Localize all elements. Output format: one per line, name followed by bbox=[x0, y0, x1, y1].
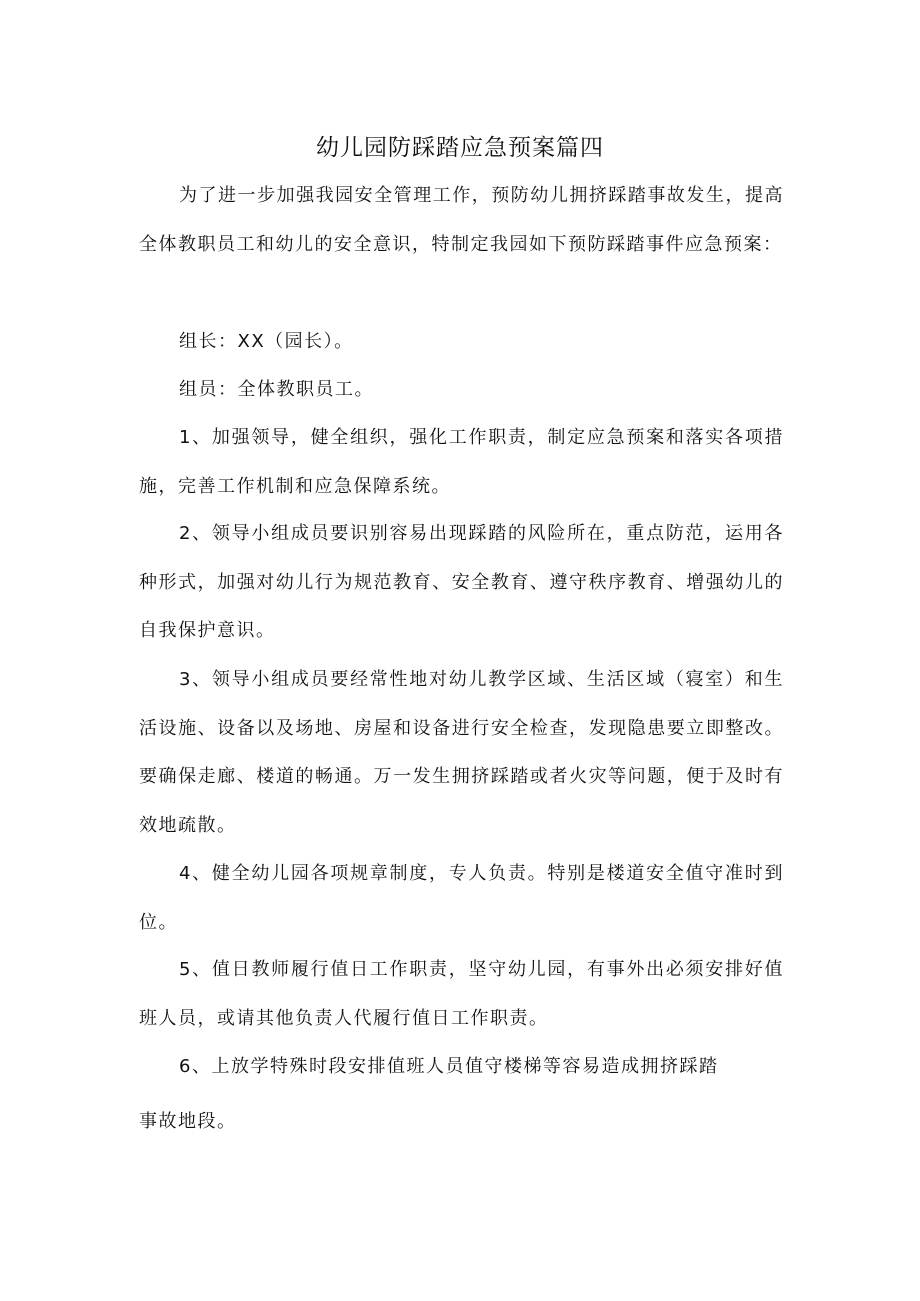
intro-paragraph: 为了进一步加强我园安全管理工作，预防幼儿拥挤踩踏事故发生，提高全体教职员工和幼儿的安全意识，特制定我园如下预防踩踏事件应急预案： bbox=[139, 185, 784, 255]
leader-line: 组长：XX（园长）。 bbox=[179, 331, 354, 352]
item-6-line-2: 事故地段。 bbox=[139, 1111, 237, 1132]
item-1-paragraph: 1、加强领导，健全组织，强化工作职责，制定应急预案和落实各项措施，完善工作机制和应急保障系统。 bbox=[139, 427, 784, 497]
item-4-paragraph: 4、健全幼儿园各项规章制度，专人负责。特别是楼道安全值守准时到位。 bbox=[139, 863, 784, 933]
item-2-paragraph: 2、领导小组成员要识别容易出现踩踏的风险所在，重点防范，运用各种形式，加强对幼儿行为规范教育、安全教育、遵守秩序教育、增强幼儿的自我保护意识。 bbox=[139, 523, 784, 641]
document-title: 幼儿园防踩踏应急预案篇四 bbox=[316, 135, 604, 161]
item-3-paragraph: 3、领导小组成员要经常性地对幼儿教学区域、生活区域（寝室）和生活设施、设备以及场地、房屋和设备进行安全检查，发现隐患要立即整改。要确保走廊、楼道的畅通。万一发生拥挤踩踏或者火灾等问题，便于及时有效地疏散。 bbox=[139, 669, 784, 836]
item-6-line-1: 6、上放学特殊时段安排值班人员值守楼梯等容易造成拥挤踩踏 bbox=[179, 1056, 719, 1077]
members-line: 组员：全体教职员工。 bbox=[179, 379, 374, 400]
item-5-paragraph: 5、值日教师履行值日工作职责，坚守幼儿园，有事外出必须安排好值班人员，或请其他负责人代履行值日工作职责。 bbox=[139, 959, 784, 1029]
